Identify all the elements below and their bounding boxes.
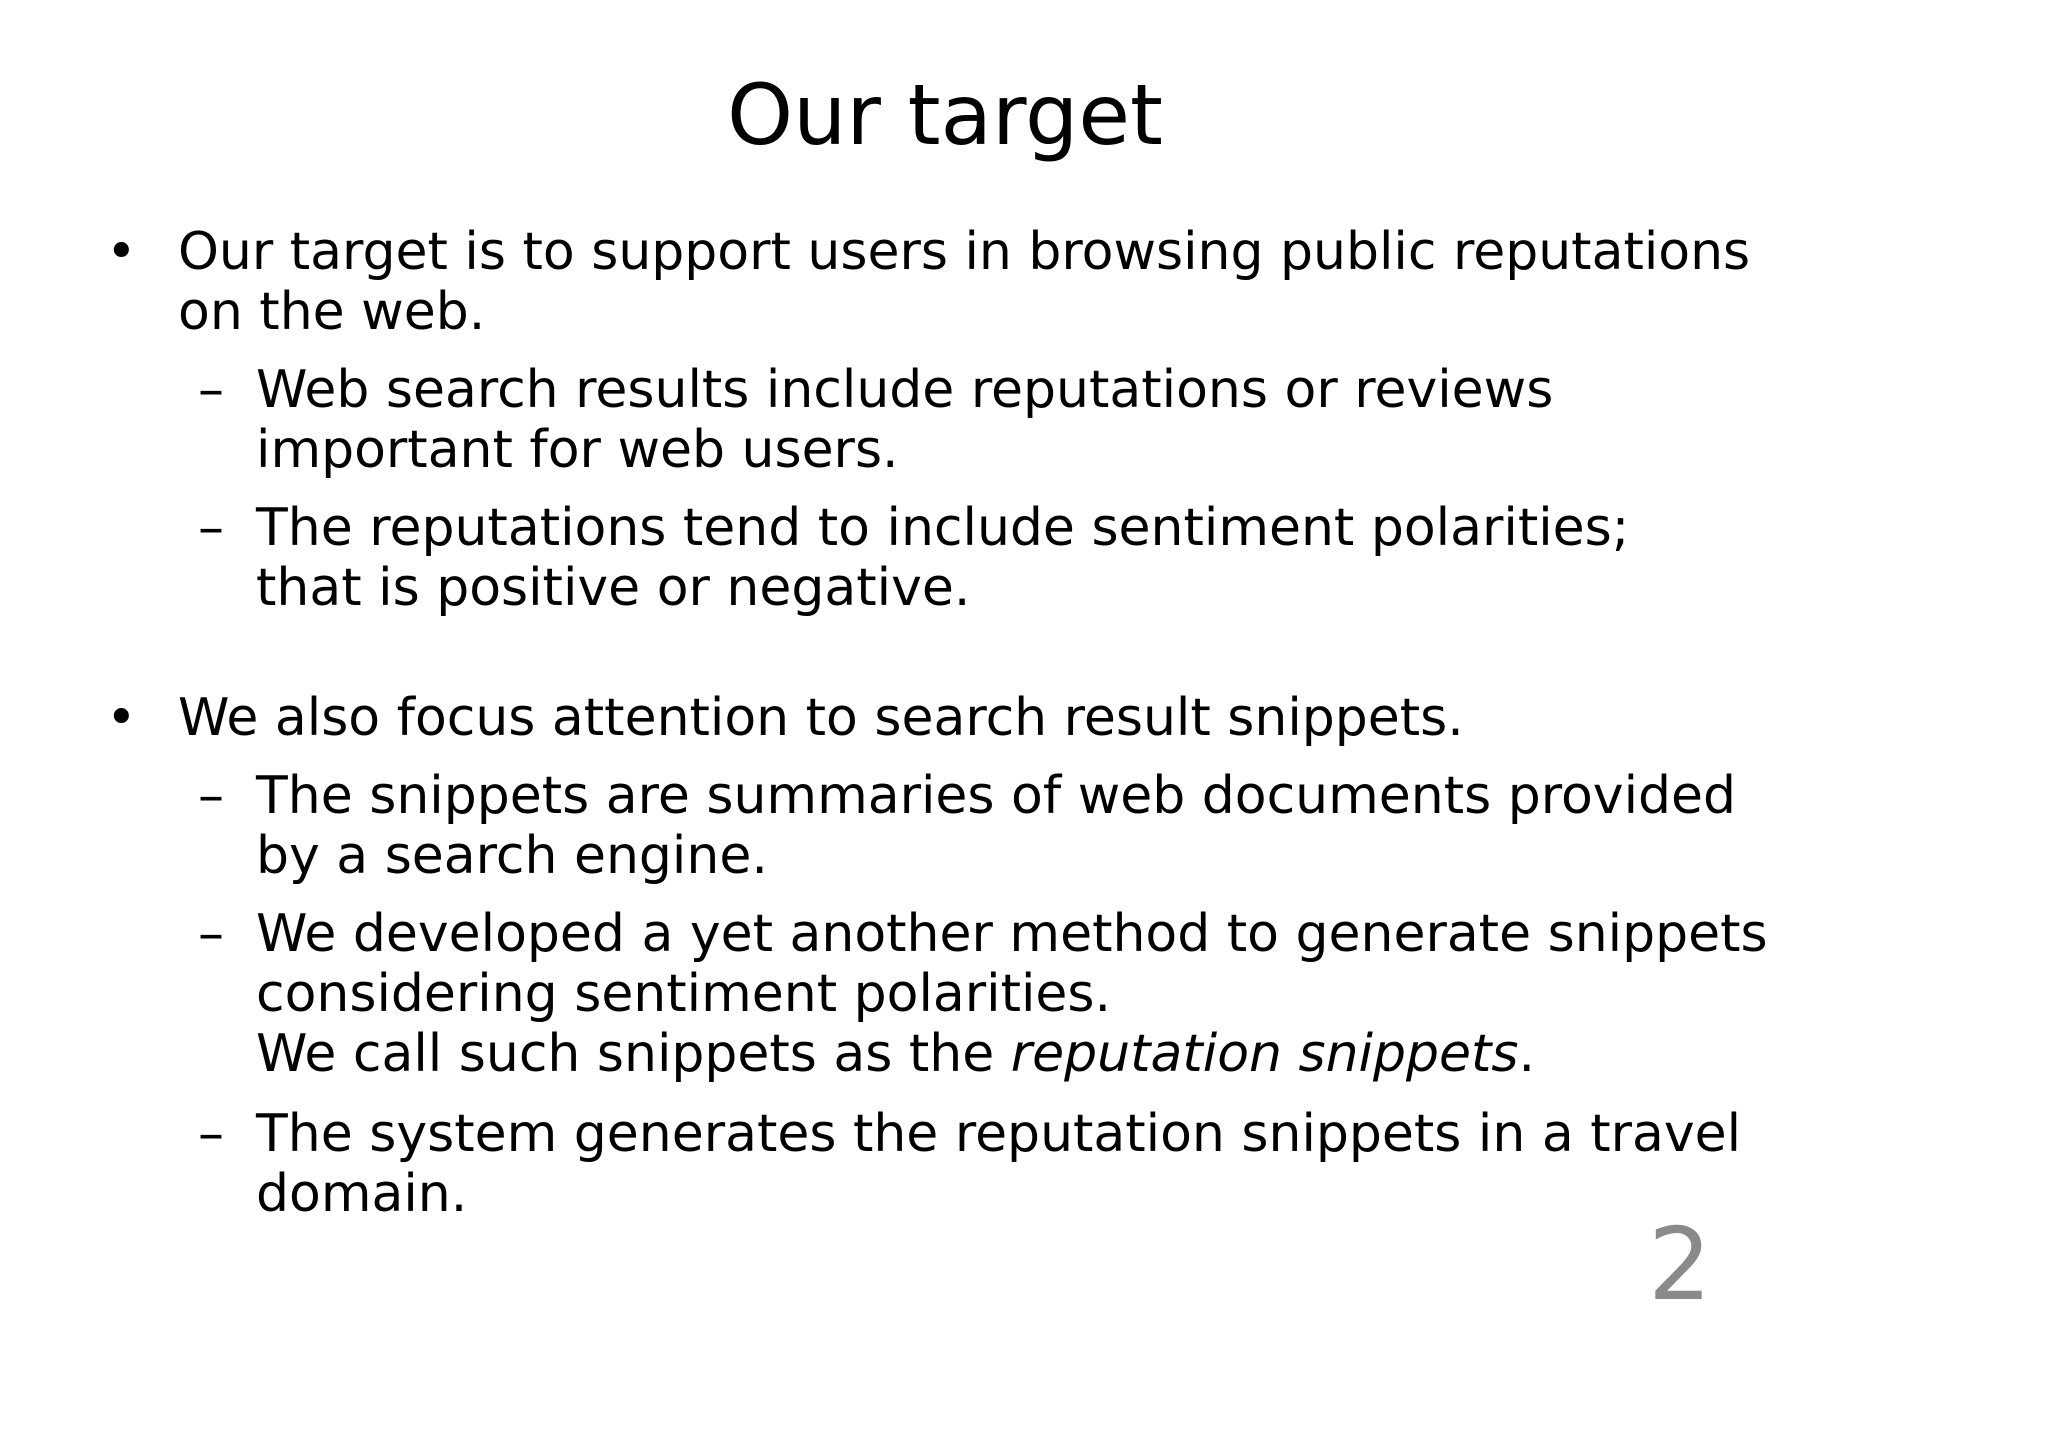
bullet-item [106, 222, 1806, 342]
page-number: 2 [1648, 1206, 1712, 1323]
bullet-text [178, 688, 1806, 748]
dash-marker: – [198, 498, 224, 558]
bullet-line: on the web. [178, 282, 486, 342]
sub-bullet-text [256, 360, 1798, 480]
bullet-item [106, 688, 1806, 748]
sub-bullet-line: The snippets are summaries of web documents provided [256, 766, 1737, 826]
sub-bullet-text [256, 766, 1798, 886]
sub-bullet-item [198, 360, 1798, 480]
sub-bullet-item [198, 766, 1798, 886]
sub-bullet-line: We developed a yet another method to generate snippets [256, 904, 1768, 964]
sub-bullet-item [198, 498, 1798, 618]
dash-marker: – [198, 360, 224, 420]
sub-bullet-line [256, 1024, 1798, 1084]
sub-bullet-text-suffix: . [1518, 1024, 1536, 1084]
sub-bullet-line: considering sentiment polarities. [256, 964, 1112, 1024]
sub-bullet-line: important for web users. [256, 420, 899, 480]
bullet-line: We also focus attention to search result snippets. [178, 688, 1464, 748]
sub-bullet-line: by a search engine. [256, 826, 768, 886]
sub-bullet-line: Web search results include reputations or reviews [256, 360, 1554, 420]
sub-bullet-line: that is positive or negative. [256, 558, 971, 618]
dash-marker: – [198, 1104, 224, 1164]
sub-bullet-text [256, 1104, 1798, 1224]
slide-title: Our target [727, 66, 1163, 164]
sub-bullet-line: The reputations tend to include sentiment polarities; [256, 498, 1630, 558]
sub-bullet-text [256, 498, 1798, 618]
sub-bullet-line: The system generates the reputation snippets in a travel [256, 1104, 1742, 1164]
bullet-line: Our target is to support users in browsing public reputations [178, 222, 1751, 282]
sub-bullet-text-prefix: We call such snippets as the [256, 1024, 1011, 1084]
emphasized-term: reputation snippets [1010, 1024, 1519, 1084]
dash-marker: – [198, 904, 224, 964]
sub-bullet-item [198, 1104, 1798, 1224]
sub-bullet-text [256, 904, 1798, 1084]
bullet-marker: • [106, 688, 137, 748]
sub-bullet-item [198, 904, 1798, 1084]
dash-marker: – [198, 766, 224, 826]
bullet-marker: • [106, 222, 137, 282]
bullet-text [178, 222, 1806, 342]
sub-bullet-line: domain. [256, 1164, 468, 1224]
